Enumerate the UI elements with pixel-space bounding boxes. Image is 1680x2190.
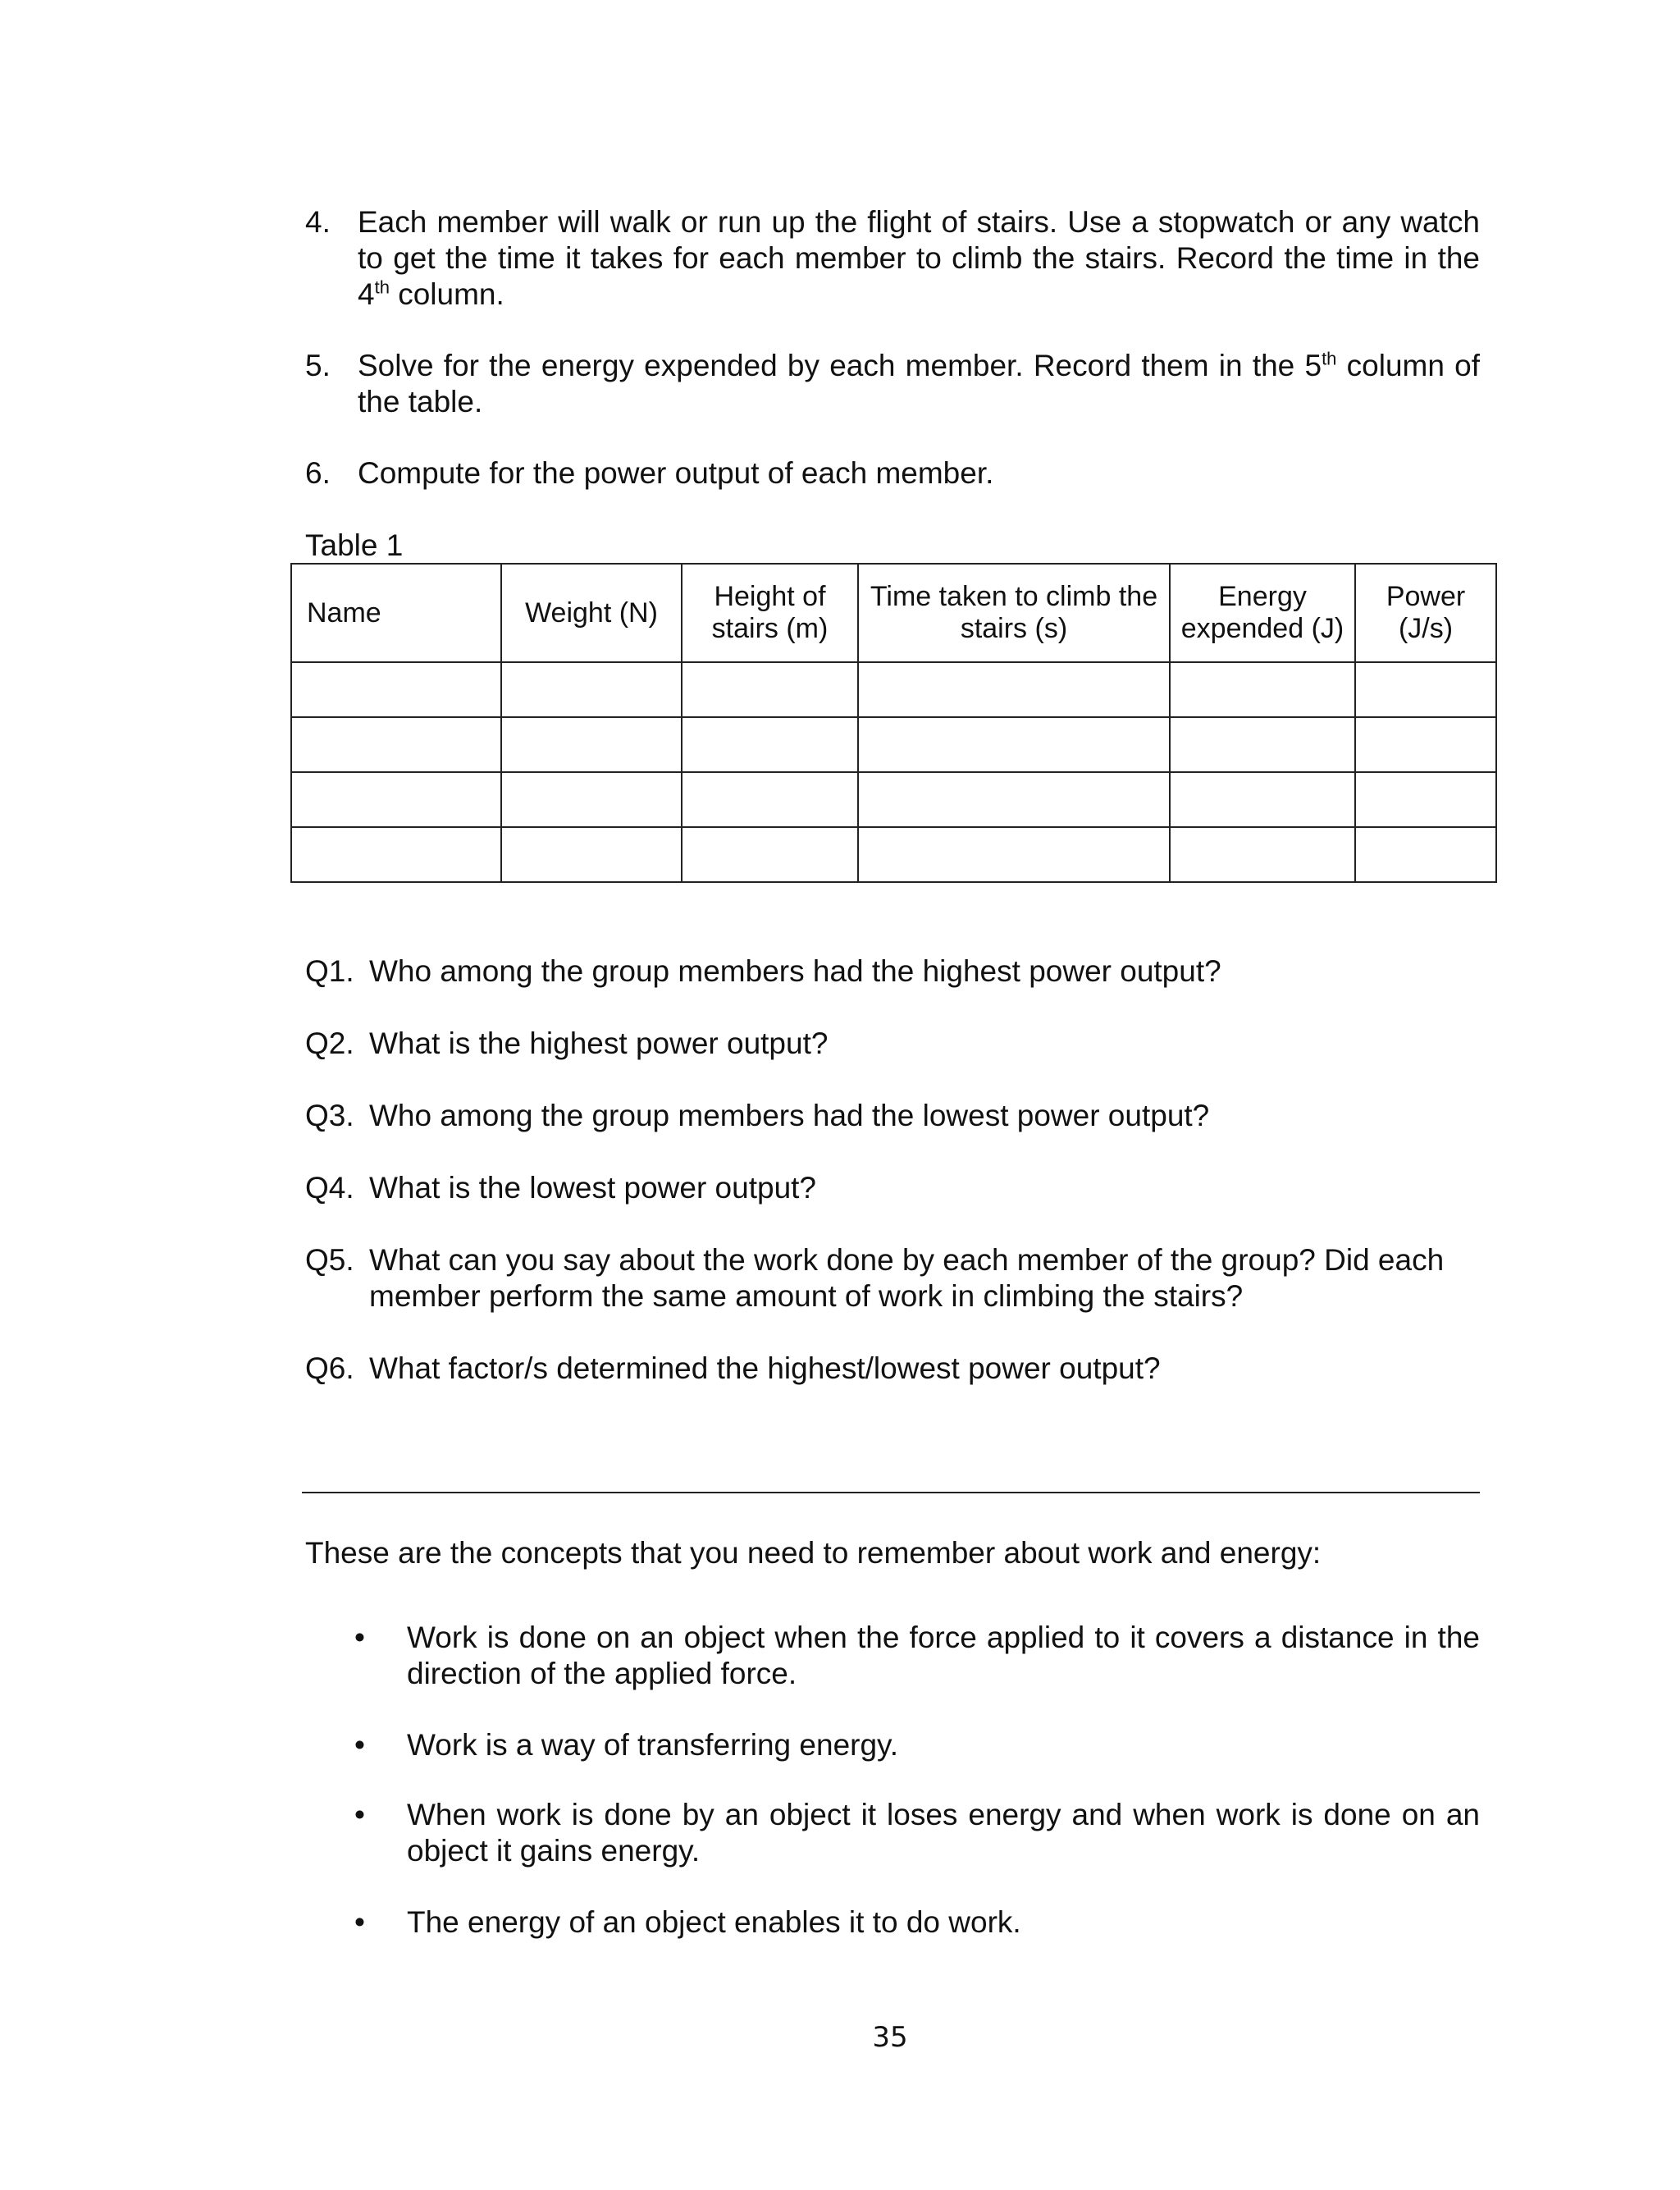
header-weight: Weight (N) (501, 564, 682, 662)
table-cell[interactable] (501, 662, 682, 717)
question-1 (305, 953, 1480, 990)
table-cell[interactable] (682, 662, 858, 717)
table-row (291, 662, 1496, 717)
step-number: 4. (305, 205, 331, 239)
step-number: 5. (305, 349, 331, 382)
question-2 (305, 1026, 1480, 1062)
table-cell[interactable] (501, 717, 682, 772)
table-row (291, 827, 1496, 882)
table-cell[interactable] (858, 662, 1170, 717)
table-cell[interactable] (1355, 662, 1496, 717)
table-cell[interactable] (858, 717, 1170, 772)
bullet-icon: • (354, 1621, 365, 1654)
step-text (358, 348, 1480, 420)
table-cell[interactable] (291, 772, 501, 827)
question-text: What factor/s determined the highest/lowest power output? (369, 1351, 1161, 1385)
concept-item (354, 1797, 1480, 1869)
table-header-row (291, 564, 1496, 662)
table-row (291, 717, 1496, 772)
header-height: Height of stairs (m) (682, 564, 858, 662)
question-text: Who among the group members had the lowest power output? (369, 1099, 1210, 1132)
bullet-icon: • (354, 1905, 365, 1939)
step-text-main: Each member will walk or run up the flight of stairs. Use a stopwatch or any watch to get the time it takes for each member to climb the stairs. Record the time in the 4 (358, 205, 1480, 311)
table-cell[interactable] (291, 717, 501, 772)
concept-text: When work is done by an object it loses energy and when work is done on an object it gains energy. (407, 1798, 1480, 1868)
step-5 (305, 348, 1480, 420)
question-text: What can you say about the work done by each member of the group? Did each member perform the same amount of work in climbing the stairs? (369, 1243, 1445, 1313)
table-cell[interactable] (1355, 717, 1496, 772)
question-5 (305, 1242, 1480, 1314)
question-number: Q4. (305, 1171, 354, 1205)
table-cell[interactable] (501, 827, 682, 882)
header-power: Power (J/s) (1355, 564, 1496, 662)
table-cell[interactable] (682, 717, 858, 772)
concept-text: The energy of an object enables it to do work. (407, 1905, 1021, 1939)
question-6 (305, 1351, 1480, 1387)
header-name: Name (291, 564, 501, 662)
table-cell[interactable] (501, 772, 682, 827)
ordinal-suffix: th (374, 277, 390, 298)
bullet-icon: • (354, 1798, 365, 1831)
table-caption: Table 1 (305, 528, 404, 562)
step-text-end: column. (389, 277, 504, 311)
concept-item (354, 1727, 1480, 1763)
table-row (291, 772, 1496, 827)
header-time: Time taken to climb the stairs (s) (858, 564, 1170, 662)
concept-item (354, 1620, 1480, 1692)
ordinal-suffix: th (1322, 348, 1337, 369)
table-cell[interactable] (858, 827, 1170, 882)
concept-item (354, 1904, 1480, 1941)
table-cell[interactable] (682, 827, 858, 882)
step-6 (305, 455, 1480, 491)
step-text: Compute for the power output of each member. (358, 456, 994, 490)
step-number: 6. (305, 456, 331, 490)
question-text: What is the highest power output? (369, 1026, 829, 1060)
table-cell[interactable] (1170, 772, 1355, 827)
question-number: Q3. (305, 1099, 354, 1132)
step-4 (305, 204, 1480, 313)
step-text-main: Solve for the energy expended by each member. Record them in the 5 (358, 349, 1322, 382)
question-4 (305, 1170, 1480, 1206)
table-cell[interactable] (1170, 717, 1355, 772)
data-table (290, 563, 1497, 883)
question-text: What is the lowest power output? (369, 1171, 817, 1205)
question-number: Q1. (305, 954, 354, 988)
question-number: Q2. (305, 1026, 354, 1060)
table-cell[interactable] (682, 772, 858, 827)
question-text: Who among the group members had the highest power output? (369, 954, 1221, 988)
table-cell[interactable] (1170, 827, 1355, 882)
page-number: 35 (872, 2021, 908, 2054)
header-energy: Energy expended (J) (1170, 564, 1355, 662)
question-number: Q6. (305, 1351, 354, 1385)
table-cell[interactable] (1355, 827, 1496, 882)
question-3 (305, 1098, 1480, 1134)
question-number: Q5. (305, 1243, 354, 1277)
table-cell[interactable] (858, 772, 1170, 827)
step-text (358, 204, 1480, 313)
concepts-intro: These are the concepts that you need to remember about work and energy: (305, 1536, 1322, 1570)
step-text-end: column of the table. (358, 349, 1480, 418)
table-cell[interactable] (1170, 662, 1355, 717)
bullet-icon: • (354, 1728, 365, 1762)
concept-text: Work is a way of transferring energy. (407, 1728, 899, 1762)
horizontal-divider (302, 1492, 1480, 1493)
table-cell[interactable] (291, 662, 501, 717)
table-cell[interactable] (1355, 772, 1496, 827)
concept-text: Work is done on an object when the force applied to it covers a distance in the direction of the applied force. (407, 1621, 1480, 1690)
table-cell[interactable] (291, 827, 501, 882)
